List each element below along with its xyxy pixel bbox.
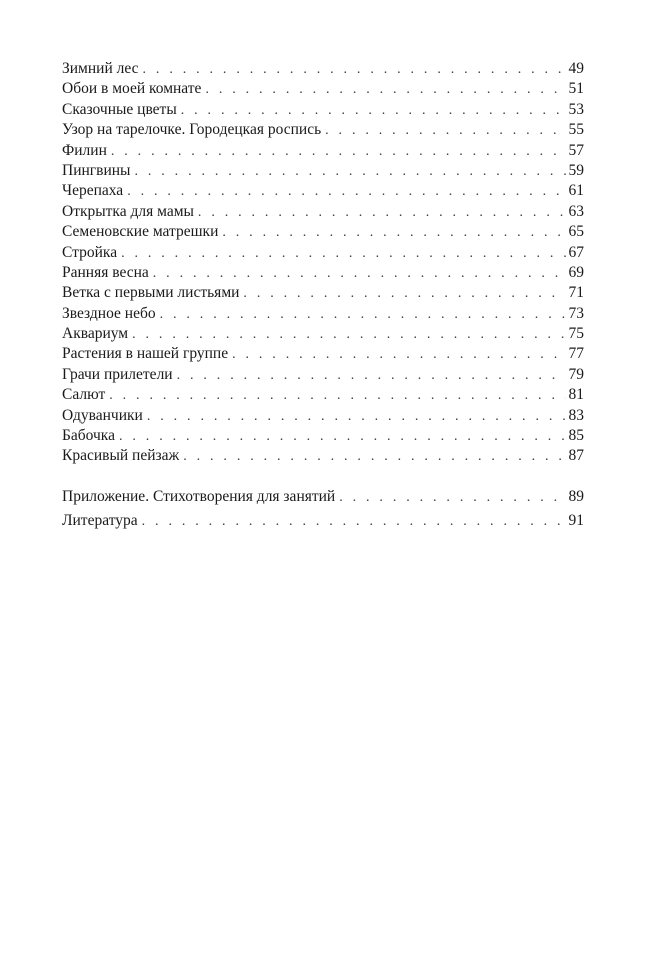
toc-entry [62,263,584,283]
toc-entry-title: Одуванчики [62,406,143,424]
dot-leader [205,80,565,100]
toc-entry [62,181,584,201]
toc-entry-title: Филин [62,141,107,159]
toc-entry [62,304,584,324]
toc-entry [62,426,584,446]
toc-entry-page: 61 [568,182,584,200]
toc-entry-title: Обои в моей комнате [62,80,202,98]
toc-entry-title: Бабочка [62,427,115,445]
toc-entry-title: Семеновские матрешки [62,223,219,241]
dot-leader [177,366,566,386]
toc-entry [62,202,584,222]
toc-entry [62,243,584,263]
toc-literature [62,511,584,531]
toc-appendix-page: 89 [568,487,584,505]
dot-leader [243,284,565,304]
dot-leader [181,101,566,121]
toc-entry-title: Ранняя весна [62,263,149,281]
toc-entry-title: Ветка с первыми листьями [62,284,240,302]
toc-entry-page: 67 [568,243,584,261]
toc-entry [62,344,584,364]
toc-entry-title: Звездное небо [62,304,156,322]
toc-entry [62,79,584,99]
dot-leader [325,121,565,141]
toc-entry-title: Салют [62,386,106,404]
section-spacer [62,467,584,487]
dot-leader [153,264,566,284]
toc-entry-title: Зимний лес [62,60,139,77]
dot-leader [132,325,565,345]
dot-leader [121,244,565,264]
toc-entry [62,222,584,242]
dot-leader [198,203,566,223]
toc-entry-title: Узор на тарелочке. Городецкая роспись [62,121,322,139]
toc-entry [62,446,584,466]
toc-entry-page: 85 [568,427,584,445]
dot-leader [183,447,565,467]
toc-entry-page: 51 [568,80,584,98]
toc-entry [62,100,584,120]
dot-leader [111,142,566,162]
dot-leader [222,223,565,243]
toc-entry-page: 63 [568,202,584,220]
toc-entry-title: Сказочные цветы [62,100,177,118]
toc-entry-page: 55 [568,121,584,139]
dot-leader [147,407,566,427]
toc-entry-title: Черепаха [62,182,124,200]
toc-entry-title: Аквариум [62,325,129,343]
toc-entry-title: Пингвины [62,161,131,179]
dot-leader [143,60,566,80]
toc-entry-page: 57 [568,141,584,159]
toc-entry-page: 81 [568,386,584,404]
toc-entry [62,365,584,385]
dot-leader [119,427,566,447]
toc-entry [62,324,584,344]
toc-entry [62,59,584,79]
toc-entry-title: Грачи прилетели [62,365,173,383]
toc-entry [62,120,584,140]
toc-entry-title: Красивый пейзаж [62,447,180,465]
toc-entry [62,141,584,161]
toc-appendix-title: Приложение. Стихотворения для занятий [62,487,336,505]
toc-entry-page: 87 [568,447,584,465]
dot-leader [232,345,565,365]
dot-leader [127,182,565,202]
toc-entry-page: 49 [568,60,584,77]
toc-entry-page: 59 [568,161,584,179]
toc-appendix [62,487,584,507]
dot-leader [142,512,566,532]
table-of-contents [62,59,584,532]
toc-entry-title: Открытка для мамы [62,202,194,220]
toc-entry-page: 53 [568,100,584,118]
toc-entry-page: 83 [568,406,584,424]
toc-entry-page: 65 [568,223,584,241]
toc-literature-title: Литература [62,512,138,530]
toc-entry-page: 77 [568,345,584,363]
toc-entry [62,385,584,405]
dot-leader [339,488,565,508]
toc-entry-page: 73 [568,304,584,322]
toc-entry-title: Растения в нашей группе [62,345,229,363]
toc-entry [62,283,584,303]
toc-entry [62,161,584,181]
toc-entry-page: 75 [568,325,584,343]
dot-leader [109,386,565,406]
dot-leader [134,162,565,182]
toc-entry-page: 79 [568,365,584,383]
dot-leader [160,305,566,325]
toc-literature-page: 91 [568,512,584,530]
toc-entry-page: 71 [568,284,584,302]
toc-entry [62,406,584,426]
toc-entry-title: Стройка [62,243,118,261]
toc-entry-page: 69 [568,263,584,281]
